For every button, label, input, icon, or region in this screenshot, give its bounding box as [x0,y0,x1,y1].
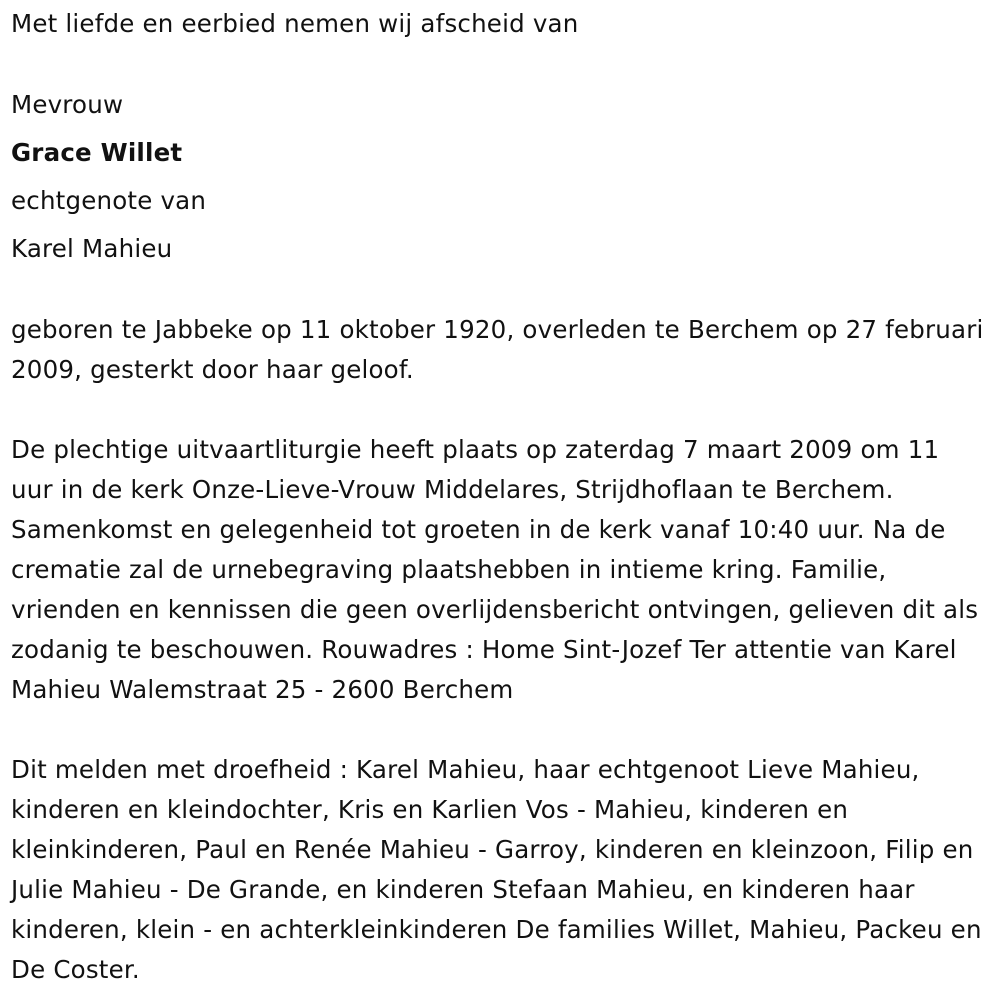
funeral-paragraph: De plechtige uitvaartliturgie heeft plaats op zaterdag 7 maart 2009 om 11 uur in de kerk Onze-Lieve-Vrouw Middelares, Strijdhoflaan te Berchem. Samenkomst en gelegenheid tot groeten in de kerk vanaf 10:40 uur. Na de crematie zal de urnebegraving plaatshebben in intieme kring. Familie, vrienden en kennissen die geen overlijdensbericht ontvingen, gelieven dit als zodanig te beschouwen. Rouwadres : Home Sint-Jozef Ter attentie van Karel Mahieu Walemstraat 25 - 2600 Berchem [11,435,979,704]
birth-death-paragraph: geboren te Jabbeke op 11 oktober 1920, overleden te Berchem op 27 februari 2009, gesterkt door haar geloof. [11,315,984,384]
honorific: Mevrouw [11,90,124,119]
relation-text: echtgenote van [11,186,207,215]
spouse-name: Karel Mahieu [11,234,173,263]
family-paragraph: Dit melden met droefheid : Karel Mahieu, haar echtgenoot Lieve Mahieu, kinderen en kleindochter, Kris en Karlien Vos - Mahieu, kinderen en kleinkinderen, Paul en Renée Mahieu - Garroy, kinderen en kleinzoon, Filip en Julie Mahieu - De Grande, en kinderen Stefaan Mahieu, en kinderen haar kinderen, klein - en achterkleinkinderen De families Willet, Mahieu, Packeu en De Coster. [11,755,982,984]
intro-text: Met liefde en eerbied nemen wij afscheid van [11,9,579,38]
deceased-name: Grace Willet [11,138,183,167]
